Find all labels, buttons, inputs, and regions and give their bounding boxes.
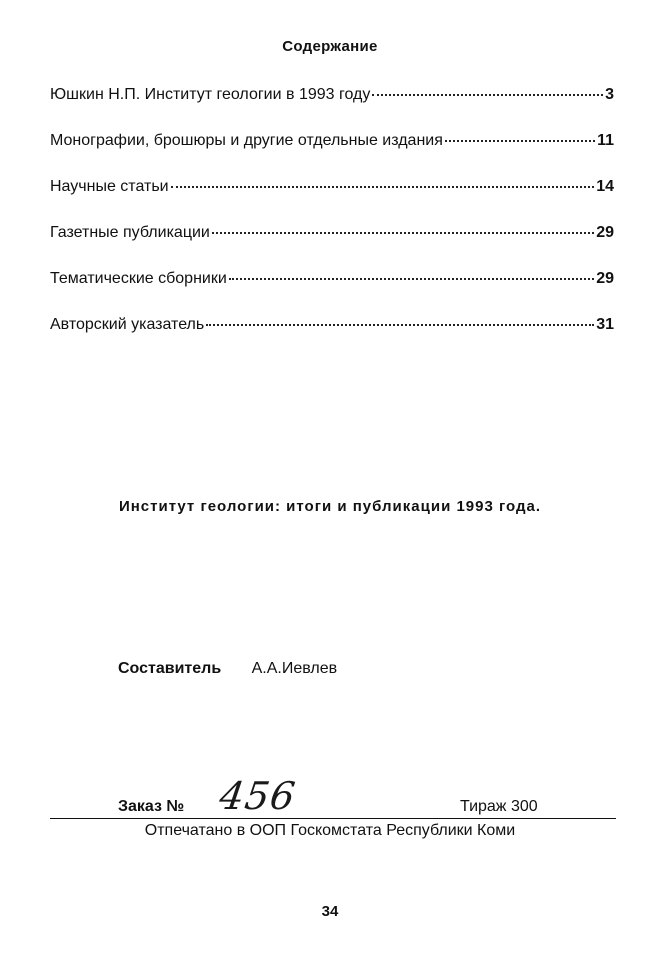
toc-entry [50,178,614,224]
compiler-line [118,660,337,678]
toc-entry-text: Юшкин Н.П. Институт геологии в 1993 году [50,86,371,103]
toc-entry [50,132,614,178]
book-title: Институт геологии: итоги и публикации 1993 года. [118,498,542,515]
order-label: Заказ № [118,798,185,815]
toc-entry-text: Авторский указатель [50,316,205,333]
toc-title: Содержание [282,38,378,55]
compiler-name: А.А.Иевлев [251,660,338,677]
toc-leader-dots [212,231,594,234]
table-of-contents [50,86,614,362]
toc-entry-page: 3 [605,86,614,103]
toc-entry-text: Научные статьи [50,178,169,195]
imprint-order-line [50,770,616,819]
toc-entry-page: 29 [596,224,614,241]
toc-entry [50,224,614,270]
toc-entry-page: 29 [596,270,614,287]
toc-entry-text: Тематические сборники [50,270,227,287]
toc-entry-text: Газетные публикации [50,224,210,241]
toc-entry-page: 11 [597,132,614,149]
toc-leader-dots [229,277,594,280]
printed-at: Отпечатано в ООП Госкомстата Республики Коми [144,822,516,839]
page-number: 34 [321,903,339,920]
toc-entry-page: 31 [596,316,614,333]
toc-entry [50,270,614,316]
toc-leader-dots [372,93,603,96]
toc-leader-dots [206,323,594,326]
toc-leader-dots [445,139,595,142]
handwritten-order-number: 456 [216,774,299,818]
toc-entry [50,86,614,132]
toc-entry [50,316,614,362]
toc-entry-page: 14 [596,178,614,195]
toc-leader-dots [171,185,595,188]
compiler-label: Составитель [118,660,222,677]
toc-entry-text: Монографии, брошюры и другие отдельные издания [50,132,443,149]
print-run: Тираж 300 [460,798,538,815]
